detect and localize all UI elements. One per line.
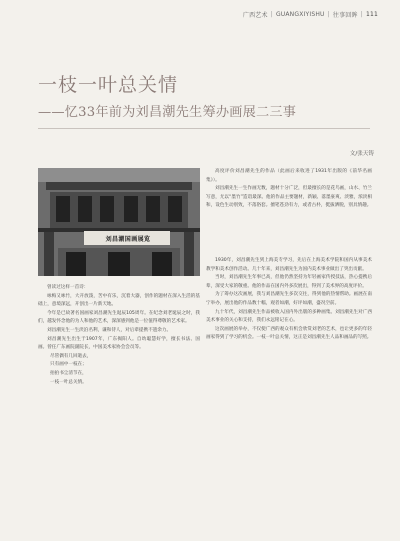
running-header: [243, 10, 378, 19]
article-column-right-top: [206, 168, 372, 254]
paragraph: 1930年，刘昌潮先生到上海美专学习，先后在上海美术学院和国内从事美术教学和美术创作活动。几十年来，刘昌潮先生为国内美术事业做出了突出贡献。: [206, 258, 372, 272]
page-number: 111: [365, 11, 378, 18]
poem-line: 尽管偶有几回逝去，: [50, 353, 92, 359]
header-separator: |: [360, 11, 363, 18]
header-separator: |: [327, 11, 330, 18]
exhibition-banner: 刘昌潮国画展览: [105, 236, 151, 243]
paragraph: 高度评价刘昌潮先生的作品（此画后来收进了1931年出版的《前华名画集》）。: [206, 169, 372, 183]
article-title: 一枝一叶总关情: [38, 74, 179, 96]
article-subtitle: ——忆33年前为刘昌潮先生筹办画展二三事: [38, 105, 297, 120]
paragraph: 咏梅又咏竹，大开放泼，苦中有乐，沉着大器，创作的题材在深入生活的基础上，意境深远，开创出一片新天地。: [38, 293, 200, 308]
paragraph: 九十年代，刘昌潮先生作品被收入国内外出版的多种画集。刘昌潮先生对广西美术事业的关心和支持，我们永远铭记在心。: [206, 309, 372, 324]
header-column: 往事回眸: [332, 12, 358, 19]
paragraph: 今年是已故著名国画家刘昌潮先生诞辰105周年。在纪念刘老诞辰之时，我们，越发怀念他的为人和他的艺术，深深感到他是一位值得尊敬的艺术家。: [38, 310, 200, 325]
poem-line: 一枝一叶总关情。: [50, 379, 87, 385]
exhibition-photo: [38, 168, 200, 276]
paragraph: 刘昌潮先生一生作画无数，题材十分广泛，但最擅长的是花鸟画，山水、竹兰写意，尤以“墨竹”造诣最深。他的作品主要题材，新颖、落墨豪爽、淡雅，浓淡相和，设色生动别致，不落俗套。擅笔苍劲有力，或者古朴，挺拔洒脱，别具情趣。: [206, 186, 372, 209]
paragraph: 为了筹办这次画展，我与刘昌潮先生多次交往，得到他的热情帮助。画展在南宁举办，展出他的作品数十幅，观者如潮，好评如潮，盛况空前。: [206, 292, 372, 306]
paragraph: 曾读过这样一首诗：: [47, 285, 89, 290]
paragraph: 当时，刘昌潮先生年事已高，但他仍然坚持为年轻画家传授技法，热心提携后辈，深受大家的敬重。他的作品在国内外多次展出，得到了美术界的高度评价。: [206, 275, 372, 289]
author-byline: 文/张天铸: [349, 151, 374, 157]
title-divider: [38, 128, 370, 129]
poem-line: 拍拍书尘清节在，: [50, 370, 87, 376]
header-separator: |: [270, 11, 273, 18]
paragraph: 这次画展的举办，不仅使广西的观众有机会欣赏刘老的艺术，也让更多的年轻画家得到了学习的机会。一枝一叶总关情，这正是刘昌潮先生人品和画品的写照。: [206, 326, 372, 341]
article-column-left: [38, 284, 200, 530]
building-illustration: [38, 168, 200, 276]
header-english: GUANGXIYISHU: [275, 11, 325, 18]
article-column-right: [206, 257, 372, 531]
poem-line: 只有画中一枝在；: [50, 362, 87, 368]
header-magazine: 广西艺术: [242, 12, 268, 19]
paragraph: 刘昌潮先生出生于1907年，广东揭阳人。自幼聪慧好学，擅长书法、国画。曾任广东画院副院长，中国美术家协会会员等。: [38, 336, 200, 351]
paragraph: 刘昌潮先生一生淡泊名利，谦和待人，对后辈提携不遗余力。: [47, 327, 172, 333]
poem-block: [38, 353, 200, 387]
